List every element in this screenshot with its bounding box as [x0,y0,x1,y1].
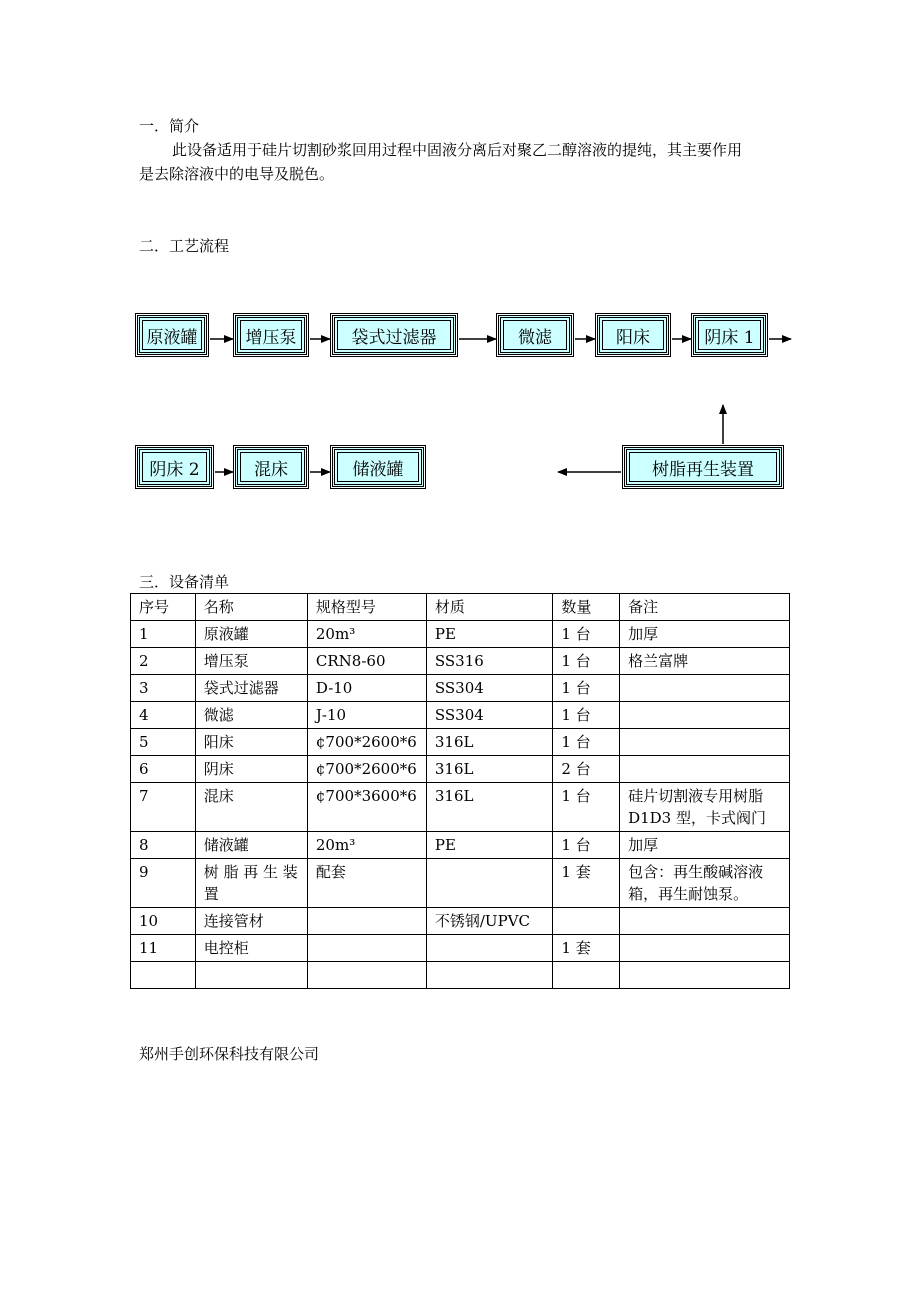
table-cell: D-10 [307,675,426,702]
intro-heading: 一．简介 [139,117,200,135]
table-cell: 1 台 [553,729,620,756]
table-cell: 阳床 [195,729,307,756]
table-cell: SS304 [426,702,553,729]
table-cell [620,702,790,729]
table-cell: 加厚 [620,832,790,859]
table-cell [307,962,426,989]
table-cell [553,908,620,935]
table-cell [195,962,307,989]
flow-box-storage-tank: 储液罐 [332,447,424,487]
table-cell: 2 台 [553,756,620,783]
table-cell [426,962,553,989]
table-cell: 1 台 [553,648,620,675]
table-cell: 10 [131,908,196,935]
table-cell: ¢700*2600*6 [307,729,426,756]
table-cell: 1 台 [553,702,620,729]
table-cell: 316L [426,729,553,756]
table-cell: 袋式过滤器 [195,675,307,702]
table-cell: 11 [131,935,196,962]
table-cell [307,908,426,935]
table-cell [620,675,790,702]
table-cell: 格兰富牌 [620,648,790,675]
intro-text-line1: 此设备适用于硅片切割砂浆回用过程中固液分离后对聚乙二醇溶液的提纯，其主要作用 [172,141,743,159]
table-cell: 1 台 [553,621,620,648]
table-cell: J-10 [307,702,426,729]
table-cell: ¢700*3600*6 [307,783,426,832]
table-cell: 5 [131,729,196,756]
flow-box-cation-bed: 阳床 [597,315,669,355]
table-cell: 储液罐 [195,832,307,859]
table-cell: 连接管材 [195,908,307,935]
table-cell [426,935,553,962]
table-cell [426,859,553,908]
table-cell: 20m³ [307,621,426,648]
table-cell: SS304 [426,675,553,702]
table-cell: 包含：再生酸碱溶液箱，再生耐蚀泵。 [620,859,790,908]
flow-box-resin-regenerator: 树脂再生装置 [624,447,782,487]
table-cell: 电控柜 [195,935,307,962]
table-cell: 9 [131,859,196,908]
flow-box-bag-filter: 袋式过滤器 [332,315,456,355]
table-cell: 硅片切割液专用树脂 D1D3 型，卡式阀门 [620,783,790,832]
table-cell: 2 [131,648,196,675]
flow-arrows [0,0,920,520]
table-cell: 加厚 [620,621,790,648]
table-cell [553,962,620,989]
intro-text-line2: 是去除溶液中的电导及脱色。 [139,165,335,183]
table-cell [307,935,426,962]
table-row [131,756,790,783]
table-cell: 不锈钢/UPVC [426,908,553,935]
table-row [131,702,790,729]
table-row [131,621,790,648]
table-cell: 阴床 [195,756,307,783]
table-row [131,962,790,989]
table-cell: 1 [131,621,196,648]
header-cell: 数量 [553,594,620,621]
table-cell: ¢700*2600*6 [307,756,426,783]
header-cell: 序号 [131,594,196,621]
table-cell: 3 [131,675,196,702]
equipment-heading: 三．设备清单 [139,573,230,591]
table-cell: CRN8-60 [307,648,426,675]
table-cell: PE [426,832,553,859]
flow-box-raw-tank: 原液罐 [137,315,207,355]
table-cell: 树 脂 再 生 装 置 [195,859,307,908]
process-heading: 二．工艺流程 [139,237,230,255]
table-cell: 1 套 [553,935,620,962]
table-cell [620,756,790,783]
equipment-table [130,593,790,989]
table-header-row [131,594,790,621]
table-row [131,832,790,859]
flow-box-mixed-bed: 混床 [235,447,307,487]
table-cell: 1 套 [553,859,620,908]
flow-box-anion-bed-1: 阴床 1 [693,315,766,355]
table-cell [620,908,790,935]
table-cell: 316L [426,756,553,783]
header-cell: 名称 [195,594,307,621]
table-cell [620,962,790,989]
table-cell: 316L [426,783,553,832]
table-cell: 混床 [195,783,307,832]
table-cell: SS316 [426,648,553,675]
table-cell: PE [426,621,553,648]
table-cell: 8 [131,832,196,859]
table-cell: 1 台 [553,783,620,832]
flow-box-booster-pump: 增压泵 [235,315,307,355]
flow-box-micro-filter: 微滤 [498,315,572,355]
header-cell: 材质 [426,594,553,621]
table-cell [620,935,790,962]
table-cell: 增压泵 [195,648,307,675]
table-row [131,908,790,935]
table-row [131,935,790,962]
header-cell: 备注 [620,594,790,621]
table-cell [620,729,790,756]
table-row [131,859,790,908]
table-cell: 6 [131,756,196,783]
flow-box-anion-bed-2: 阴床 2 [137,447,212,487]
table-cell: 1 台 [553,675,620,702]
table-cell: 4 [131,702,196,729]
table-row [131,675,790,702]
table-cell [131,962,196,989]
table-row [131,648,790,675]
table-cell: 1 台 [553,832,620,859]
table-cell: 微滤 [195,702,307,729]
table-cell: 原液罐 [195,621,307,648]
header-cell: 规格型号 [307,594,426,621]
table-cell: 配套 [307,859,426,908]
company-name: 郑州手创环保科技有限公司 [139,1045,320,1063]
table-row [131,783,790,832]
table-cell: 20m³ [307,832,426,859]
table-row [131,729,790,756]
table-cell: 7 [131,783,196,832]
